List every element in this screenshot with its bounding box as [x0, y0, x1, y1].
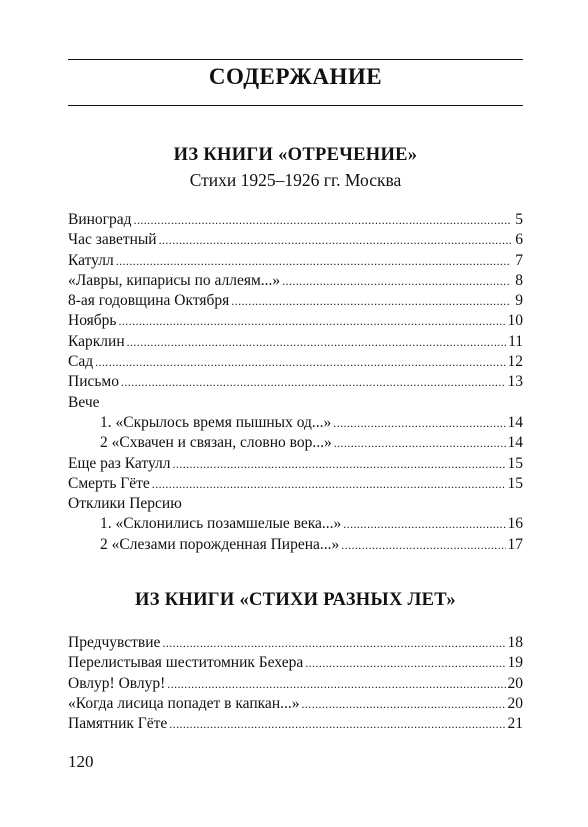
toc-entry-title: Предчувствие [68, 634, 161, 651]
dot-leader [167, 674, 505, 694]
toc-entry-title: Ноябрь [68, 312, 117, 330]
page-title: СОДЕРЖАНИЕ [208, 64, 383, 89]
toc-list-stikhi-raznykh-let [68, 633, 523, 734]
dot-leader [282, 271, 511, 291]
toc-entry-title: Карклин [68, 332, 125, 350]
dot-leader [118, 311, 505, 331]
toc-entry-title: Виноград [68, 211, 132, 228]
toc-entry[interactable] [68, 633, 523, 653]
toc-entry[interactable] [68, 514, 523, 534]
toc-entry-title: Катулл [68, 251, 114, 269]
toc-entry-title: 1. «Склонились позамшелые века...» [100, 515, 342, 533]
toc-entry[interactable] [68, 413, 523, 433]
dot-leader [302, 694, 506, 714]
toc-entry-page: 6 [515, 231, 523, 249]
toc-entry-title: «Лавры, кипарисы по аллеям...» [68, 271, 281, 289]
toc-entry-page: 12 [507, 353, 523, 371]
section-heading-otrechenie: ИЗ КНИГИ «ОТРЕЧЕНИЕ» [173, 145, 418, 165]
toc-entry-page: 15 [507, 474, 523, 492]
toc-entry[interactable] [68, 332, 523, 352]
toc-entry[interactable] [68, 694, 523, 714]
toc-entry-title: Еще раз Катулл [68, 454, 171, 472]
toc-entry[interactable] [68, 454, 523, 474]
toc-entry-page: 11 [508, 332, 523, 350]
toc-entry-title: Письмо [68, 373, 119, 391]
toc-entry-page: 10 [507, 312, 523, 330]
dot-leader [231, 291, 511, 311]
dot-leader [162, 633, 505, 653]
dot-leader [343, 514, 505, 534]
toc-entry-page: 18 [507, 634, 523, 651]
toc-entry[interactable] [68, 311, 523, 331]
toc-entry-title: 2 «Слезами порожденная Пирена...» [100, 535, 340, 553]
toc-entry[interactable] [68, 291, 523, 311]
toc-entry-page: 16 [507, 515, 523, 533]
toc-entry-page: 20 [507, 674, 523, 692]
dot-leader [334, 433, 506, 453]
toc-entry-page: 5 [515, 211, 523, 228]
toc-entry-page: 20 [507, 694, 523, 712]
page-number: 120 [68, 752, 94, 771]
toc-entry-title: 8-ая годовщина Октября [68, 292, 230, 310]
dot-leader [134, 210, 511, 230]
dot-leader [333, 413, 505, 433]
toc-entry-title: «Когда лисица попадет в капкан...» [68, 694, 300, 712]
toc-entry-title: Перелистывая шеститомник Бехера [68, 654, 304, 672]
toc-group-heading [68, 494, 523, 514]
toc-entry[interactable] [68, 674, 523, 694]
toc-group-title: Отклики Персию [68, 495, 182, 513]
toc-entry-page: 13 [507, 373, 523, 391]
toc-list-otrechenie [68, 210, 523, 555]
title-rule [68, 105, 523, 106]
toc-entry-title: 1. «Скрылось время пышных од...» [100, 413, 332, 431]
top-rule [68, 59, 523, 60]
dot-leader [127, 332, 506, 352]
toc-entry-page: 8 [515, 271, 523, 289]
toc-entry[interactable] [68, 352, 523, 372]
dot-leader [116, 251, 511, 271]
dot-leader [169, 714, 505, 734]
toc-entry-page: 14 [507, 434, 523, 452]
toc-entry[interactable] [68, 230, 523, 250]
toc-entry[interactable] [68, 251, 523, 271]
toc-entry[interactable] [68, 372, 523, 392]
toc-entry-title: Смерть Гёте [68, 474, 150, 492]
toc-entry[interactable] [68, 474, 523, 494]
toc-group-heading [68, 393, 523, 413]
toc-entry-title: Овлур! Овлур! [68, 674, 166, 692]
dot-leader [305, 653, 505, 673]
section-subheading-otrechenie: Стихи 1925–1926 гг. Москва [189, 170, 402, 190]
toc-entry[interactable] [68, 210, 523, 230]
toc-group-title: Вече [68, 393, 100, 411]
section-heading-stikhi-raznykh-let: ИЗ КНИГИ «СТИХИ РАЗНЫХ ЛЕТ» [135, 590, 456, 610]
toc-entry-page: 19 [507, 654, 523, 672]
toc-entry-title: Сад [68, 353, 94, 371]
toc-entry-title: Час заветный [68, 231, 157, 249]
toc-entry[interactable] [68, 271, 523, 291]
toc-entry-page: 14 [507, 413, 523, 431]
dot-leader [152, 474, 506, 494]
dot-leader [173, 454, 506, 474]
toc-entry-title: Памятник Гёте [68, 715, 168, 733]
toc-entry-page: 17 [507, 535, 523, 553]
dot-leader [121, 372, 506, 392]
dot-leader [159, 230, 511, 250]
toc-entry[interactable] [68, 714, 523, 734]
toc-entry-page: 9 [515, 292, 523, 310]
toc-entry-page: 7 [515, 251, 523, 269]
dot-leader [341, 535, 505, 555]
toc-entry-page: 15 [507, 454, 523, 472]
toc-entry[interactable] [68, 653, 523, 673]
toc-entry[interactable] [68, 535, 523, 555]
dot-leader [95, 352, 505, 372]
toc-entry[interactable] [68, 433, 523, 453]
toc-entry-page: 21 [507, 715, 523, 733]
toc-entry-title: 2 «Схвачен и связан, словно вор...» [100, 434, 332, 452]
